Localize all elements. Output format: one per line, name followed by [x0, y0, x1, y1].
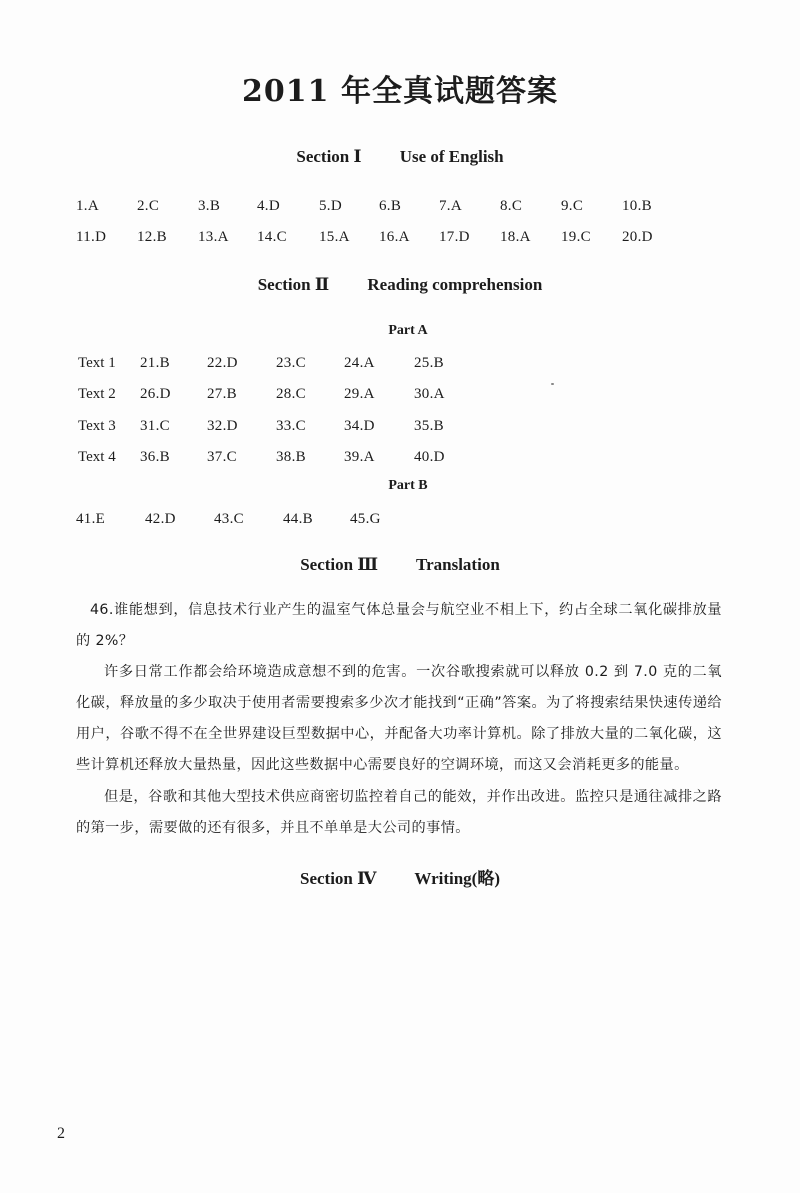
- answer-42: 42.D: [145, 511, 176, 527]
- text-4-label: Text 4: [78, 449, 116, 465]
- answer-32: 32.D: [207, 418, 238, 434]
- translation-paragraph-1: 46.谁能想到，信息技术行业产生的温室气体总量会与航空业不相上下，约占全球二氧化碳排放量的 2%？: [76, 602, 722, 649]
- answer-39: 39.A: [344, 449, 375, 465]
- page-title: 2011 年全真试题答案: [242, 74, 558, 109]
- section-1-label: Section: [296, 147, 350, 166]
- section-2-heading: [0, 275, 800, 295]
- answer-15: 15.A: [319, 229, 350, 245]
- answer-37: 37.C: [207, 449, 237, 465]
- answer-8: 8.C: [500, 198, 523, 214]
- answer-25: 25.B: [414, 355, 444, 371]
- section-2-title: Reading comprehension: [367, 275, 543, 294]
- answer-31: 31.C: [140, 418, 170, 434]
- part-b-heading: Part B: [388, 478, 428, 493]
- answer-12: 12.B: [137, 229, 167, 245]
- section-3-numeral: Ⅲ: [357, 555, 379, 574]
- text-2-label: Text 2: [78, 386, 116, 402]
- answer-30: 30.A: [414, 386, 445, 402]
- answer-45: 45.G: [350, 511, 381, 527]
- section-4-heading: [0, 864, 800, 889]
- part-a-heading: Part A: [388, 323, 428, 338]
- answer-6: 6.B: [379, 198, 402, 214]
- answer-33: 33.C: [276, 418, 306, 434]
- answer-41: 41.E: [76, 511, 106, 527]
- answer-11: 11.D: [76, 229, 107, 245]
- answer-26: 26.D: [140, 386, 171, 402]
- answer-5: 5.D: [319, 198, 342, 214]
- translation-paragraph-2: 许多日常工作都会给环境造成意想不到的危害。一次谷歌搜索就可以释放 0.2 到 7.0 克的二氧化碳，释放量的多少取决于使用者需要搜索多少次才能找到“正确”答案。为了将搜索结果快速传递给用户，谷歌不得不在全世界建设巨型数据中心，并配备大功率计算机。除了排放大量的二氧化碳，这些计算机还释放大量热量，因此这些数据中心需要良好的空调环境，而这又会消耗更多的能量。: [76, 664, 722, 773]
- scan-speck: [551, 383, 554, 385]
- section-4-title: Writing(略): [414, 869, 500, 888]
- section-3-label: Section: [300, 555, 354, 574]
- answer-14: 14.C: [257, 229, 287, 245]
- answer-20: 20.D: [622, 229, 653, 245]
- section-3-title: Translation: [416, 555, 500, 574]
- answer-18: 18.A: [500, 229, 531, 245]
- answer-43: 43.C: [214, 511, 244, 527]
- answer-9: 9.C: [561, 198, 584, 214]
- answer-10: 10.B: [622, 198, 652, 214]
- answer-34: 34.D: [344, 418, 375, 434]
- answer-2: 2.C: [137, 198, 160, 214]
- answer-16: 16.A: [379, 229, 410, 245]
- answer-23: 23.C: [276, 355, 306, 371]
- answer-22: 22.D: [207, 355, 238, 371]
- answer-29: 29.A: [344, 386, 375, 402]
- answer-28: 28.C: [276, 386, 306, 402]
- answer-17: 17.D: [439, 229, 470, 245]
- answer-44: 44.B: [283, 511, 313, 527]
- section-2-label: Section: [257, 275, 311, 294]
- answer-7: 7.A: [439, 198, 462, 214]
- section-1-title: Use of English: [399, 147, 504, 166]
- page-number: 2: [57, 1125, 65, 1142]
- answer-38: 38.B: [276, 449, 306, 465]
- text-1-label: Text 1: [78, 355, 116, 371]
- answer-1: 1.A: [76, 198, 99, 214]
- answer-3: 3.B: [198, 198, 221, 214]
- section-4-numeral: Ⅳ: [357, 869, 377, 888]
- answer-13: 13.A: [198, 229, 229, 245]
- section-1-numeral: Ⅰ: [353, 147, 362, 166]
- translation-paragraph-3: 但是，谷歌和其他大型技术供应商密切监控着自己的能效，并作出改进。监控只是通往减排之路的第一步，需要做的还有很多，并且不单单是大公司的事情。: [76, 789, 722, 836]
- section-2-numeral: Ⅱ: [314, 275, 330, 294]
- answer-24: 24.A: [344, 355, 375, 371]
- answer-40: 40.D: [414, 449, 445, 465]
- section-3-heading: [0, 555, 800, 575]
- answer-27: 27.B: [207, 386, 237, 402]
- text-3-label: Text 3: [78, 418, 116, 434]
- answer-36: 36.B: [140, 449, 170, 465]
- answer-4: 4.D: [257, 198, 280, 214]
- answer-19: 19.C: [561, 229, 591, 245]
- section-4-label: Section: [299, 869, 353, 888]
- section-1-heading: [0, 147, 800, 167]
- answer-35: 35.B: [414, 418, 444, 434]
- answer-21: 21.B: [140, 355, 170, 371]
